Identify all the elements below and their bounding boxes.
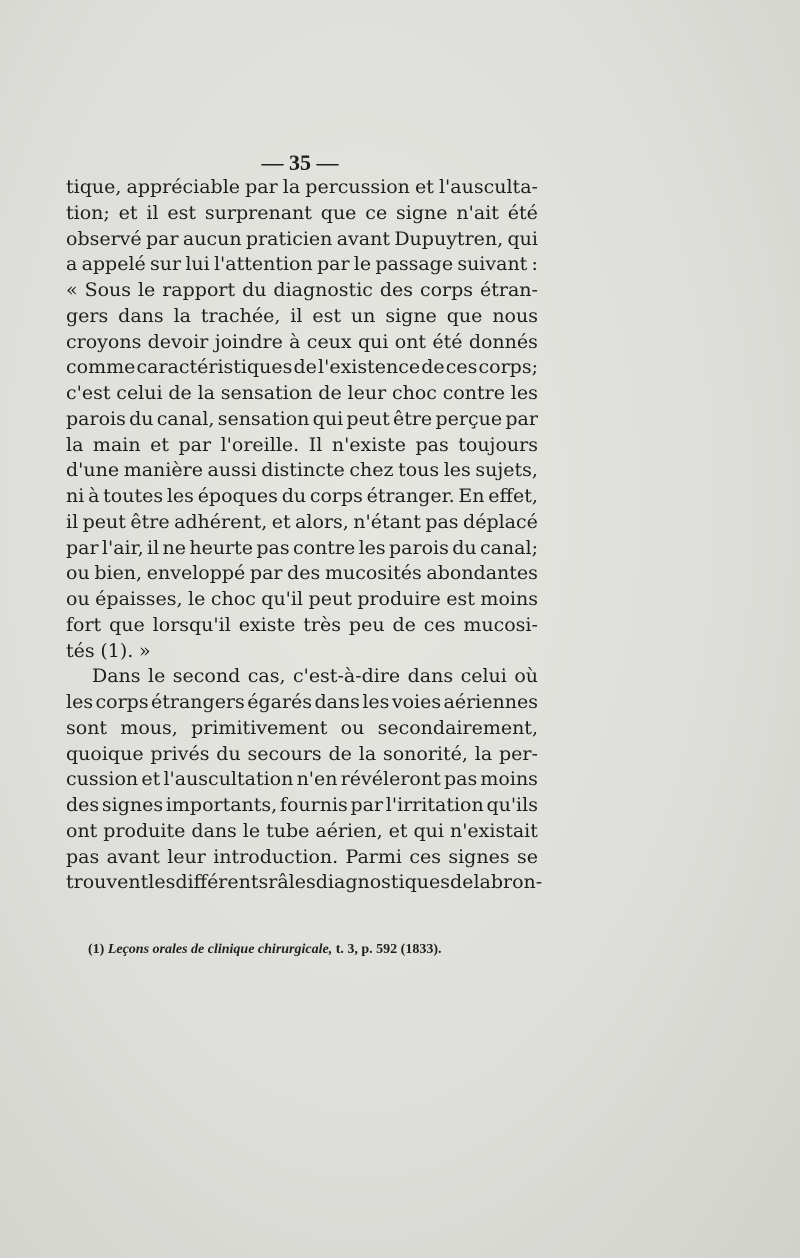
- word: dans: [118, 304, 164, 327]
- word: et: [271, 510, 291, 533]
- word: déplacé: [463, 510, 538, 533]
- word: les: [443, 459, 471, 482]
- footnote: [88, 942, 442, 958]
- word: le: [137, 279, 156, 301]
- word: par: [245, 176, 278, 198]
- word: et: [415, 176, 434, 198]
- text-line: [66, 845, 538, 871]
- word: dans: [314, 691, 360, 713]
- word: perçue: [435, 407, 503, 430]
- word: un: [350, 304, 376, 327]
- word: aucun: [182, 227, 242, 250]
- word: enveloppé: [146, 562, 246, 585]
- word: avant: [336, 227, 390, 250]
- word: qui: [312, 407, 344, 430]
- word: lorsqu'il: [152, 613, 231, 636]
- word: la: [358, 742, 377, 765]
- word: tés: [66, 639, 95, 662]
- word: ou: [340, 716, 365, 739]
- word: produite: [103, 819, 186, 842]
- word: du: [129, 407, 154, 430]
- text-line: [66, 278, 538, 304]
- word: aériennes: [443, 691, 538, 713]
- word: été: [432, 330, 463, 353]
- word: contre: [292, 536, 356, 559]
- word: peut: [82, 510, 126, 533]
- word: distincte: [261, 459, 345, 482]
- word: (1).: [100, 639, 134, 662]
- word: époques: [197, 485, 278, 507]
- word: signe: [396, 201, 448, 224]
- text-line: [66, 330, 538, 356]
- word: alors,: [295, 510, 349, 533]
- word: moins: [480, 768, 538, 791]
- word: joindre: [214, 330, 283, 353]
- word: le: [242, 819, 261, 842]
- word: existe: [238, 613, 296, 636]
- word: ces: [423, 613, 456, 636]
- word: bien,: [94, 562, 143, 585]
- word: de: [168, 382, 192, 404]
- text-line: [66, 252, 538, 278]
- word: ont: [394, 330, 427, 353]
- word: le: [353, 253, 372, 276]
- word: signe: [385, 304, 437, 327]
- word: aussi: [207, 459, 257, 482]
- word: l'auscultation: [163, 768, 294, 791]
- word: se: [516, 845, 538, 868]
- word: et: [118, 201, 138, 224]
- word: où: [514, 665, 538, 688]
- word: trachée,: [200, 304, 281, 327]
- text-line: [66, 175, 538, 201]
- word: cas,: [247, 665, 286, 688]
- word: étran-: [479, 279, 538, 301]
- word: il: [147, 536, 160, 559]
- word: diagnostiques: [315, 871, 451, 894]
- word: été: [507, 201, 538, 224]
- word: étranger.: [366, 485, 455, 507]
- word: n'ait: [456, 201, 499, 224]
- word: pas: [256, 536, 290, 559]
- text-line: [66, 767, 538, 793]
- word: est: [312, 304, 341, 327]
- text-line: [66, 484, 538, 510]
- word: En: [458, 485, 485, 507]
- word: des: [287, 562, 321, 585]
- word: les: [510, 382, 538, 404]
- word: de: [421, 356, 445, 379]
- word: secondairement,: [377, 716, 538, 739]
- word: les: [148, 871, 176, 894]
- page-number: — 35 —: [261, 150, 339, 175]
- word: la: [473, 871, 491, 894]
- word: manière: [123, 459, 203, 482]
- word: la: [282, 176, 301, 198]
- word: observé: [66, 227, 142, 250]
- word: de: [318, 382, 342, 404]
- word: très: [303, 613, 341, 636]
- word: révéleront: [340, 768, 441, 791]
- text-line: [66, 536, 538, 562]
- word: ces: [409, 845, 441, 868]
- word: sensation: [217, 407, 310, 430]
- word: ne: [162, 536, 186, 559]
- word: per-: [499, 742, 538, 765]
- word: sonorité,: [382, 742, 468, 765]
- text-line: [66, 870, 543, 896]
- word: bron-: [490, 871, 543, 894]
- word: toujours: [458, 433, 538, 456]
- word: suivant: [457, 253, 528, 276]
- word: sensation: [220, 382, 313, 404]
- word: parois: [66, 407, 126, 430]
- word: des: [66, 794, 100, 816]
- text-line: [66, 613, 538, 639]
- word: pas: [66, 845, 100, 868]
- word: ou: [66, 588, 90, 610]
- word: l'ausculta-: [438, 176, 538, 198]
- word: tube: [266, 819, 310, 842]
- word: la: [197, 382, 215, 404]
- word: que: [320, 201, 357, 224]
- word: pas: [443, 768, 478, 791]
- footnote-title: Leçons orales de clinique chirurgicale,: [107, 942, 333, 957]
- word: et: [388, 819, 408, 842]
- word: n'existait: [449, 819, 538, 842]
- word: l'existence: [318, 356, 421, 379]
- word: importants,: [165, 794, 278, 816]
- word: être: [392, 407, 433, 430]
- word: du: [216, 742, 241, 765]
- word: tique,: [66, 176, 122, 198]
- word: les: [166, 485, 194, 507]
- word: les: [66, 691, 94, 713]
- word: sur: [150, 253, 182, 276]
- word: appréciable: [126, 176, 241, 198]
- text-line: [66, 664, 538, 690]
- word: l'irritation: [385, 794, 484, 816]
- word: est: [446, 588, 475, 610]
- word: ceux: [306, 330, 352, 353]
- text-line: [66, 716, 538, 742]
- word: être: [130, 510, 170, 533]
- word: Sous: [84, 279, 132, 301]
- word: cussion: [66, 768, 139, 791]
- word: fournis: [279, 794, 348, 816]
- word: ces: [445, 356, 478, 379]
- text-line: [66, 304, 538, 330]
- word: voies: [391, 691, 442, 713]
- text-line: [66, 587, 538, 613]
- text-line: [66, 355, 538, 381]
- word: par: [249, 562, 283, 585]
- word: avant: [106, 845, 160, 868]
- word: de: [392, 613, 416, 636]
- word: différents: [175, 871, 269, 894]
- text-line: [66, 510, 538, 536]
- word: produire: [357, 588, 441, 610]
- word: et: [141, 768, 161, 791]
- word: appelé: [81, 253, 146, 276]
- word: chez: [349, 459, 394, 482]
- word: signes: [448, 845, 510, 868]
- word: par: [178, 433, 212, 456]
- word: surprenant: [204, 201, 312, 224]
- word: «: [66, 279, 78, 301]
- text-line: [66, 561, 538, 587]
- word: le: [148, 665, 166, 688]
- word: qu'il: [261, 588, 304, 610]
- word: corps;: [478, 356, 538, 379]
- word: il: [66, 510, 79, 533]
- word: toutes: [103, 485, 164, 507]
- text-line: [66, 433, 538, 459]
- text-line: [66, 407, 538, 433]
- word: quoique: [66, 742, 144, 765]
- paragraph-1: [66, 175, 538, 664]
- word: la: [66, 433, 84, 456]
- word: leur: [167, 845, 206, 868]
- word: choc: [391, 382, 437, 404]
- paragraph-2: [66, 664, 543, 896]
- word: que: [109, 613, 145, 636]
- word: râles: [268, 871, 316, 894]
- word: pas: [415, 433, 449, 456]
- word: contre: [442, 382, 505, 404]
- word: second: [172, 665, 241, 688]
- word: la: [474, 742, 493, 765]
- word: main: [92, 433, 141, 456]
- word: tion;: [66, 201, 110, 224]
- word: »: [138, 639, 151, 662]
- word: des: [379, 279, 414, 301]
- text-line: [66, 201, 538, 227]
- word: praticien: [245, 227, 333, 250]
- word: secours: [247, 742, 322, 765]
- text-line: [66, 690, 538, 716]
- word: l'oreille.: [220, 433, 300, 456]
- word: et: [150, 433, 169, 456]
- word: percussion: [305, 176, 410, 198]
- word: signes: [101, 794, 164, 816]
- text-line: [66, 793, 538, 819]
- word: celui: [116, 382, 163, 404]
- word: canal;: [479, 536, 538, 559]
- word: abondantes: [426, 562, 538, 585]
- footnote-marker: (1): [88, 942, 105, 957]
- word: corps: [95, 691, 149, 713]
- word: celui: [460, 665, 507, 688]
- word: par: [146, 227, 179, 250]
- word: tous: [398, 459, 440, 482]
- word: aérien,: [315, 819, 383, 842]
- word: du: [281, 485, 307, 507]
- word: n'en: [296, 768, 338, 791]
- word: par: [505, 407, 538, 430]
- word: Dans: [92, 665, 141, 688]
- text-line: [66, 819, 538, 845]
- word: corps: [309, 485, 363, 507]
- word: égarés: [247, 691, 313, 713]
- word: peut: [308, 588, 352, 610]
- word: qu'ils: [486, 794, 538, 816]
- word: peut: [346, 407, 390, 430]
- word: de: [450, 871, 474, 894]
- word: à: [88, 485, 100, 507]
- word: passage: [375, 253, 454, 276]
- word: l'attention: [213, 253, 313, 276]
- word: donnés: [468, 330, 538, 353]
- text-line: [66, 639, 538, 665]
- word: fort: [66, 613, 102, 636]
- word: n'existe: [331, 433, 406, 456]
- word: qui: [413, 819, 444, 842]
- word: leur: [347, 382, 387, 404]
- word: mous,: [120, 716, 178, 739]
- word: les: [358, 536, 386, 559]
- word: c'est: [66, 382, 111, 404]
- word: par: [66, 536, 99, 559]
- word: du: [452, 536, 477, 559]
- word: les: [362, 691, 390, 713]
- word: n'étant: [353, 510, 421, 533]
- word: ou: [66, 562, 90, 585]
- word: choc: [210, 588, 256, 610]
- word: dans: [191, 819, 237, 842]
- word: à: [289, 330, 301, 353]
- word: Dupuytren,: [394, 227, 504, 250]
- word: devoir: [147, 330, 209, 353]
- word: de: [293, 356, 317, 379]
- word: Parmi: [345, 845, 402, 868]
- word: de: [328, 742, 352, 765]
- word: nous: [492, 304, 538, 327]
- word: Il: [308, 433, 323, 456]
- word: heurte: [189, 536, 254, 559]
- word: gers: [66, 304, 109, 327]
- word: il: [290, 304, 303, 327]
- word: épaisses,: [95, 588, 183, 610]
- word: caractéristiques: [136, 356, 293, 379]
- word: diagnostic: [273, 279, 373, 301]
- word: ni: [66, 485, 85, 507]
- word: d'une: [66, 459, 120, 482]
- word: comme: [66, 356, 136, 379]
- word: sont: [66, 716, 108, 739]
- body-text: [66, 175, 543, 896]
- word: qui: [357, 330, 389, 353]
- word: que: [446, 304, 483, 327]
- word: peu: [348, 613, 385, 636]
- word: est: [167, 201, 197, 224]
- word: a: [66, 253, 78, 276]
- text-line: [66, 227, 538, 253]
- text-line: [66, 381, 538, 407]
- word: introduction.: [213, 845, 339, 868]
- word: ont: [66, 819, 98, 842]
- word: rapport: [162, 279, 236, 301]
- word: effet,: [488, 485, 538, 507]
- word: privés: [150, 742, 210, 765]
- footnote-reference: t. 3, p. 592 (1833).: [335, 942, 442, 957]
- word: croyons: [66, 330, 142, 353]
- word: la: [173, 304, 191, 327]
- word: trouvent: [66, 871, 149, 894]
- word: qui: [507, 227, 538, 250]
- word: corps: [419, 279, 474, 301]
- word: l'air,: [101, 536, 144, 559]
- word: dans: [407, 665, 454, 688]
- word: ce: [365, 201, 388, 224]
- word: moins: [480, 588, 538, 610]
- word: étrangers: [151, 691, 245, 713]
- word: mucosi-: [463, 613, 538, 636]
- word: sujets,: [475, 459, 538, 482]
- word: :: [531, 253, 538, 276]
- word: par: [316, 253, 350, 276]
- word: par: [350, 794, 384, 816]
- word: il: [146, 201, 159, 224]
- word: du: [242, 279, 267, 301]
- word: adhérent,: [174, 510, 268, 533]
- word: mucosités: [324, 562, 422, 585]
- word: pas: [425, 510, 459, 533]
- word: parois: [389, 536, 449, 559]
- word: canal,: [156, 407, 215, 430]
- text-line: [66, 742, 538, 768]
- text-line: [66, 458, 538, 484]
- word: le: [188, 588, 206, 610]
- word: lui: [185, 253, 210, 276]
- word: primitivement: [191, 716, 328, 739]
- word: c'est-à-dire: [292, 665, 401, 688]
